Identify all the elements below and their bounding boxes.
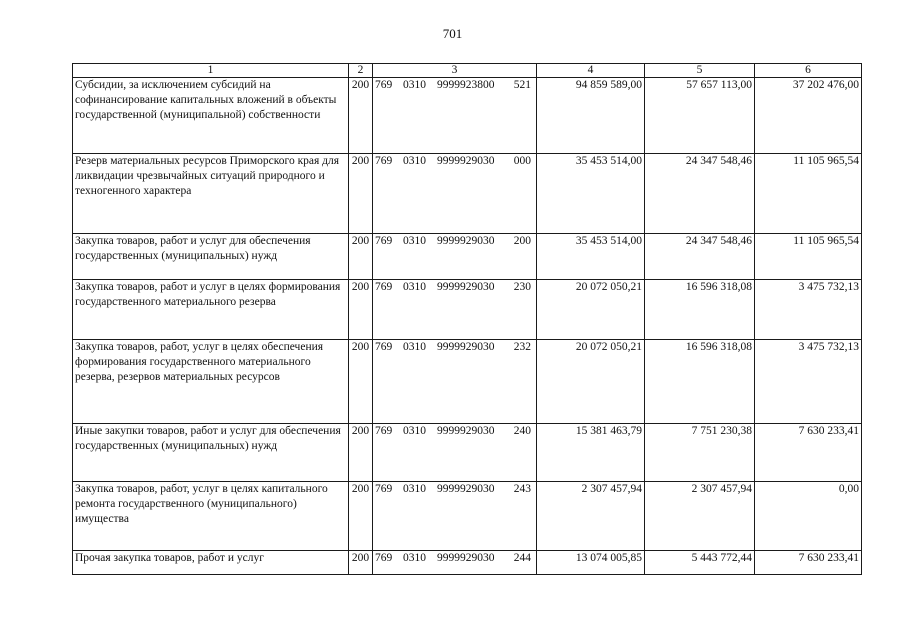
item-name-cell: Иные закупки товаров, работ и услуг для обеспечения государственных (муниципальных) нужд	[73, 424, 349, 482]
amount-col5-cell: 5 443 772,44	[645, 551, 755, 575]
amount-col5-cell: 16 596 318,08	[645, 280, 755, 340]
code-target: 9999929030	[437, 552, 495, 564]
code-type: 000	[513, 155, 531, 167]
code-dept: 769	[375, 341, 393, 353]
code-type: 244	[513, 552, 531, 564]
code-dept: 769	[375, 483, 393, 495]
item-name-cell: Закупка товаров, работ и услуг в целях формирования государственного материального резерва	[73, 280, 349, 340]
column-header-4: 4	[537, 64, 645, 78]
code-target: 9999929030	[437, 483, 495, 495]
code-dept: 769	[375, 79, 393, 91]
item-name-cell: Резерв материальных ресурсов Приморского края для ликвидации чрезвычайных ситуаций природного и техногенного характера	[73, 154, 349, 234]
budget-code-cell	[373, 234, 537, 280]
column-header-1: 1	[73, 64, 349, 78]
page-number: 701	[442, 26, 463, 41]
amount-col4-cell: 20 072 050,21	[537, 340, 645, 424]
table-row	[73, 154, 862, 234]
code-type: 232	[513, 341, 531, 353]
gov-code-cell: 200	[349, 78, 373, 154]
gov-code-cell: 200	[349, 280, 373, 340]
table-row	[73, 78, 862, 154]
item-name-cell: Закупка товаров, работ, услуг в целях капитального ремонта государственного (муниципального) имущества	[73, 482, 349, 551]
budget-code-cell	[373, 154, 537, 234]
table-row	[73, 280, 862, 340]
code-dept: 769	[375, 552, 393, 564]
code-dept: 769	[375, 281, 393, 293]
column-header-5: 5	[645, 64, 755, 78]
code-section: 0310	[403, 281, 426, 293]
gov-code-cell: 200	[349, 424, 373, 482]
table-row	[73, 424, 862, 482]
code-section: 0310	[403, 552, 426, 564]
budget-code-cell	[373, 551, 537, 575]
item-name-cell: Закупка товаров, работ и услуг для обеспечения государственных (муниципальных) нужд	[73, 234, 349, 280]
amount-col6-cell: 11 105 965,54	[755, 154, 862, 234]
amount-col6-cell: 0,00	[755, 482, 862, 551]
code-target: 9999929030	[437, 281, 495, 293]
budget-code-cell	[373, 340, 537, 424]
amount-col6-cell: 11 105 965,54	[755, 234, 862, 280]
code-type: 230	[513, 281, 531, 293]
budget-table	[72, 63, 862, 575]
amount-col6-cell: 7 630 233,41	[755, 424, 862, 482]
code-section: 0310	[403, 235, 426, 247]
column-header-6: 6	[755, 64, 862, 78]
code-target: 9999923800	[437, 79, 495, 91]
gov-code-cell: 200	[349, 482, 373, 551]
amount-col5-cell: 2 307 457,94	[645, 482, 755, 551]
amount-col5-cell: 7 751 230,38	[645, 424, 755, 482]
code-section: 0310	[403, 79, 426, 91]
code-section: 0310	[403, 341, 426, 353]
budget-code-cell	[373, 280, 537, 340]
column-header-2: 2	[349, 64, 373, 78]
amount-col4-cell: 94 859 589,00	[537, 78, 645, 154]
code-section: 0310	[403, 155, 426, 167]
code-target: 9999929030	[437, 155, 495, 167]
amount-col4-cell: 13 074 005,85	[537, 551, 645, 575]
amount-col5-cell: 16 596 318,08	[645, 340, 755, 424]
code-target: 9999929030	[437, 425, 495, 437]
code-type: 240	[513, 425, 531, 437]
code-target: 9999929030	[437, 341, 495, 353]
code-section: 0310	[403, 483, 426, 495]
header-row	[73, 64, 862, 78]
amount-col6-cell: 37 202 476,00	[755, 78, 862, 154]
item-name-cell: Закупка товаров, работ, услуг в целях обеспечения формирования государственного материального резерва, резервов материальных ресурсов	[73, 340, 349, 424]
code-type: 200	[513, 235, 531, 247]
amount-col6-cell: 3 475 732,13	[755, 280, 862, 340]
code-type: 243	[513, 483, 531, 495]
gov-code-cell: 200	[349, 234, 373, 280]
amount-col4-cell: 2 307 457,94	[537, 482, 645, 551]
column-header-3: 3	[373, 64, 537, 78]
code-section: 0310	[403, 425, 426, 437]
code-type: 521	[513, 79, 531, 91]
amount-col5-cell: 57 657 113,00	[645, 78, 755, 154]
gov-code-cell: 200	[349, 154, 373, 234]
amount-col5-cell: 24 347 548,46	[645, 154, 755, 234]
table-row	[73, 482, 862, 551]
table-row	[73, 340, 862, 424]
gov-code-cell: 200	[349, 340, 373, 424]
amount-col5-cell: 24 347 548,46	[645, 234, 755, 280]
code-dept: 769	[375, 425, 393, 437]
table-row	[73, 234, 862, 280]
budget-code-cell	[373, 78, 537, 154]
gov-code-cell: 200	[349, 551, 373, 575]
item-name-cell: Субсидии, за исключением субсидий на софинансирование капитальных вложений в объекты государственной (муниципальной) собственности	[73, 78, 349, 154]
amount-col4-cell: 35 453 514,00	[537, 234, 645, 280]
table-row	[73, 551, 862, 575]
amount-col6-cell: 3 475 732,13	[755, 340, 862, 424]
code-dept: 769	[375, 235, 393, 247]
amount-col4-cell: 15 381 463,79	[537, 424, 645, 482]
code-target: 9999929030	[437, 235, 495, 247]
budget-code-cell	[373, 424, 537, 482]
amount-col4-cell: 20 072 050,21	[537, 280, 645, 340]
amount-col6-cell: 7 630 233,41	[755, 551, 862, 575]
code-dept: 769	[375, 155, 393, 167]
item-name-cell: Прочая закупка товаров, работ и услуг	[73, 551, 349, 575]
budget-code-cell	[373, 482, 537, 551]
amount-col4-cell: 35 453 514,00	[537, 154, 645, 234]
